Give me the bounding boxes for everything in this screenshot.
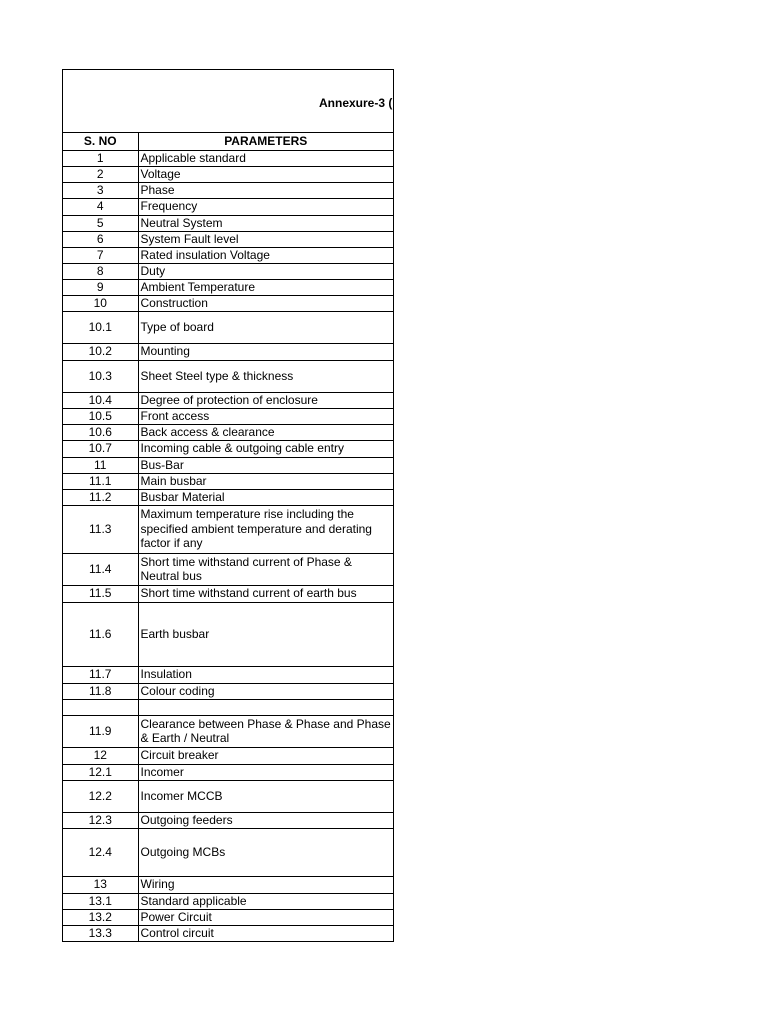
serial-number-cell: 13.3	[63, 925, 138, 941]
serial-number-cell: 13	[63, 876, 138, 893]
annexure-sheet	[62, 69, 394, 942]
serial-number-cell: 11.8	[63, 683, 138, 699]
title-row	[63, 70, 394, 133]
parameter-cell: Mounting	[138, 343, 394, 360]
table-row	[63, 279, 394, 295]
table-row	[63, 780, 394, 812]
parameter-cell: Colour coding	[138, 683, 394, 699]
parameter-cell: Frequency	[138, 198, 394, 215]
serial-number-cell: 13.2	[63, 909, 138, 925]
table-row	[63, 247, 394, 263]
table-row	[63, 360, 394, 392]
serial-number-cell: 8	[63, 263, 138, 279]
table-row	[63, 666, 394, 683]
table-row	[63, 231, 394, 247]
parameter-cell: Standard applicable	[138, 893, 394, 909]
table-row	[63, 715, 394, 747]
parameter-cell: Voltage	[138, 166, 394, 182]
table-row	[63, 747, 394, 764]
parameter-cell: Ambient Temperature	[138, 279, 394, 295]
serial-number-cell: 12.4	[63, 828, 138, 876]
parameter-cell: Maximum temperature rise including the specified ambient temperature and derating factor if any	[138, 505, 394, 553]
table-row	[63, 150, 394, 166]
serial-number-cell: 10.7	[63, 440, 138, 457]
table-row	[63, 198, 394, 215]
serial-number-cell: 10.1	[63, 311, 138, 343]
parameter-cell: Busbar Material	[138, 489, 394, 505]
serial-number-cell: 5	[63, 215, 138, 231]
parameter-cell: Wiring	[138, 876, 394, 893]
table-row	[63, 392, 394, 408]
parameter-cell: Power Circuit	[138, 909, 394, 925]
serial-number-cell	[63, 699, 138, 715]
parameter-cell: Phase	[138, 182, 394, 198]
parameter-cell: Incoming cable & outgoing cable entry	[138, 440, 394, 457]
parameter-cell: Construction	[138, 295, 394, 311]
table-row	[63, 408, 394, 424]
serial-number-cell: 9	[63, 279, 138, 295]
parameter-cell: Outgoing MCBs	[138, 828, 394, 876]
parameter-cell: Main busbar	[138, 473, 394, 489]
serial-number-cell: 12.3	[63, 812, 138, 828]
parameter-cell: Back access & clearance	[138, 424, 394, 440]
table-row	[63, 764, 394, 780]
parameters-table	[63, 133, 394, 942]
parameter-cell: Incomer	[138, 764, 394, 780]
parameter-cell: Degree of protection of enclosure	[138, 392, 394, 408]
serial-number-cell: 10.2	[63, 343, 138, 360]
table-row	[63, 876, 394, 893]
table-body	[63, 150, 394, 941]
table-row	[63, 440, 394, 457]
table-row	[63, 602, 394, 666]
parameter-cell: Circuit breaker	[138, 747, 394, 764]
table-row	[63, 424, 394, 440]
parameter-cell: System Fault level	[138, 231, 394, 247]
serial-number-cell: 12	[63, 747, 138, 764]
table-row	[63, 215, 394, 231]
serial-number-cell: 11.1	[63, 473, 138, 489]
serial-number-cell: 11.5	[63, 585, 138, 602]
serial-number-cell: 10.3	[63, 360, 138, 392]
table-row	[63, 311, 394, 343]
parameter-cell: Applicable standard	[138, 150, 394, 166]
serial-number-cell: 11.3	[63, 505, 138, 553]
serial-number-cell: 11.7	[63, 666, 138, 683]
table-row	[63, 699, 394, 715]
serial-number-cell: 1	[63, 150, 138, 166]
header-sno: S. NO	[63, 133, 138, 150]
parameter-cell: Clearance between Phase & Phase and Phase & Earth / Neutral	[138, 715, 394, 747]
table-row	[63, 505, 394, 553]
header-parameters: PARAMETERS	[138, 133, 394, 150]
parameter-cell: Rated insulation Voltage	[138, 247, 394, 263]
parameter-cell: Sheet Steel type & thickness	[138, 360, 394, 392]
table-row	[63, 295, 394, 311]
serial-number-cell: 10.4	[63, 392, 138, 408]
serial-number-cell: 4	[63, 198, 138, 215]
parameter-cell: Neutral System	[138, 215, 394, 231]
serial-number-cell: 12.1	[63, 764, 138, 780]
parameter-cell: Duty	[138, 263, 394, 279]
table-row	[63, 683, 394, 699]
parameter-cell: Incomer MCCB	[138, 780, 394, 812]
serial-number-cell: 11.2	[63, 489, 138, 505]
serial-number-cell: 13.1	[63, 893, 138, 909]
serial-number-cell: 11.9	[63, 715, 138, 747]
table-row	[63, 457, 394, 473]
table-row	[63, 828, 394, 876]
parameter-cell: Bus-Bar	[138, 457, 394, 473]
table-header-row	[63, 133, 394, 150]
table-row	[63, 812, 394, 828]
serial-number-cell: 11	[63, 457, 138, 473]
serial-number-cell: 10.5	[63, 408, 138, 424]
serial-number-cell: 2	[63, 166, 138, 182]
table-row	[63, 925, 394, 941]
parameter-cell: Type of board	[138, 311, 394, 343]
table-row	[63, 585, 394, 602]
table-row	[63, 343, 394, 360]
parameter-cell: Short time withstand current of earth bus	[138, 585, 394, 602]
parameter-cell: Insulation	[138, 666, 394, 683]
table-row	[63, 909, 394, 925]
table-row	[63, 489, 394, 505]
document-title: Annexure-3 (	[319, 96, 393, 110]
serial-number-cell: 11.6	[63, 602, 138, 666]
serial-number-cell: 10.6	[63, 424, 138, 440]
table-row	[63, 263, 394, 279]
parameter-cell: Control circuit	[138, 925, 394, 941]
serial-number-cell: 12.2	[63, 780, 138, 812]
serial-number-cell: 11.4	[63, 553, 138, 585]
table-row	[63, 182, 394, 198]
serial-number-cell: 3	[63, 182, 138, 198]
table-row	[63, 166, 394, 182]
table-row	[63, 553, 394, 585]
table-row	[63, 473, 394, 489]
parameter-cell	[138, 699, 394, 715]
parameter-cell: Short time withstand current of Phase & Neutral bus	[138, 553, 394, 585]
parameter-cell: Outgoing feeders	[138, 812, 394, 828]
serial-number-cell: 7	[63, 247, 138, 263]
serial-number-cell: 6	[63, 231, 138, 247]
parameter-cell: Earth busbar	[138, 602, 394, 666]
parameter-cell: Front access	[138, 408, 394, 424]
serial-number-cell: 10	[63, 295, 138, 311]
table-row	[63, 893, 394, 909]
